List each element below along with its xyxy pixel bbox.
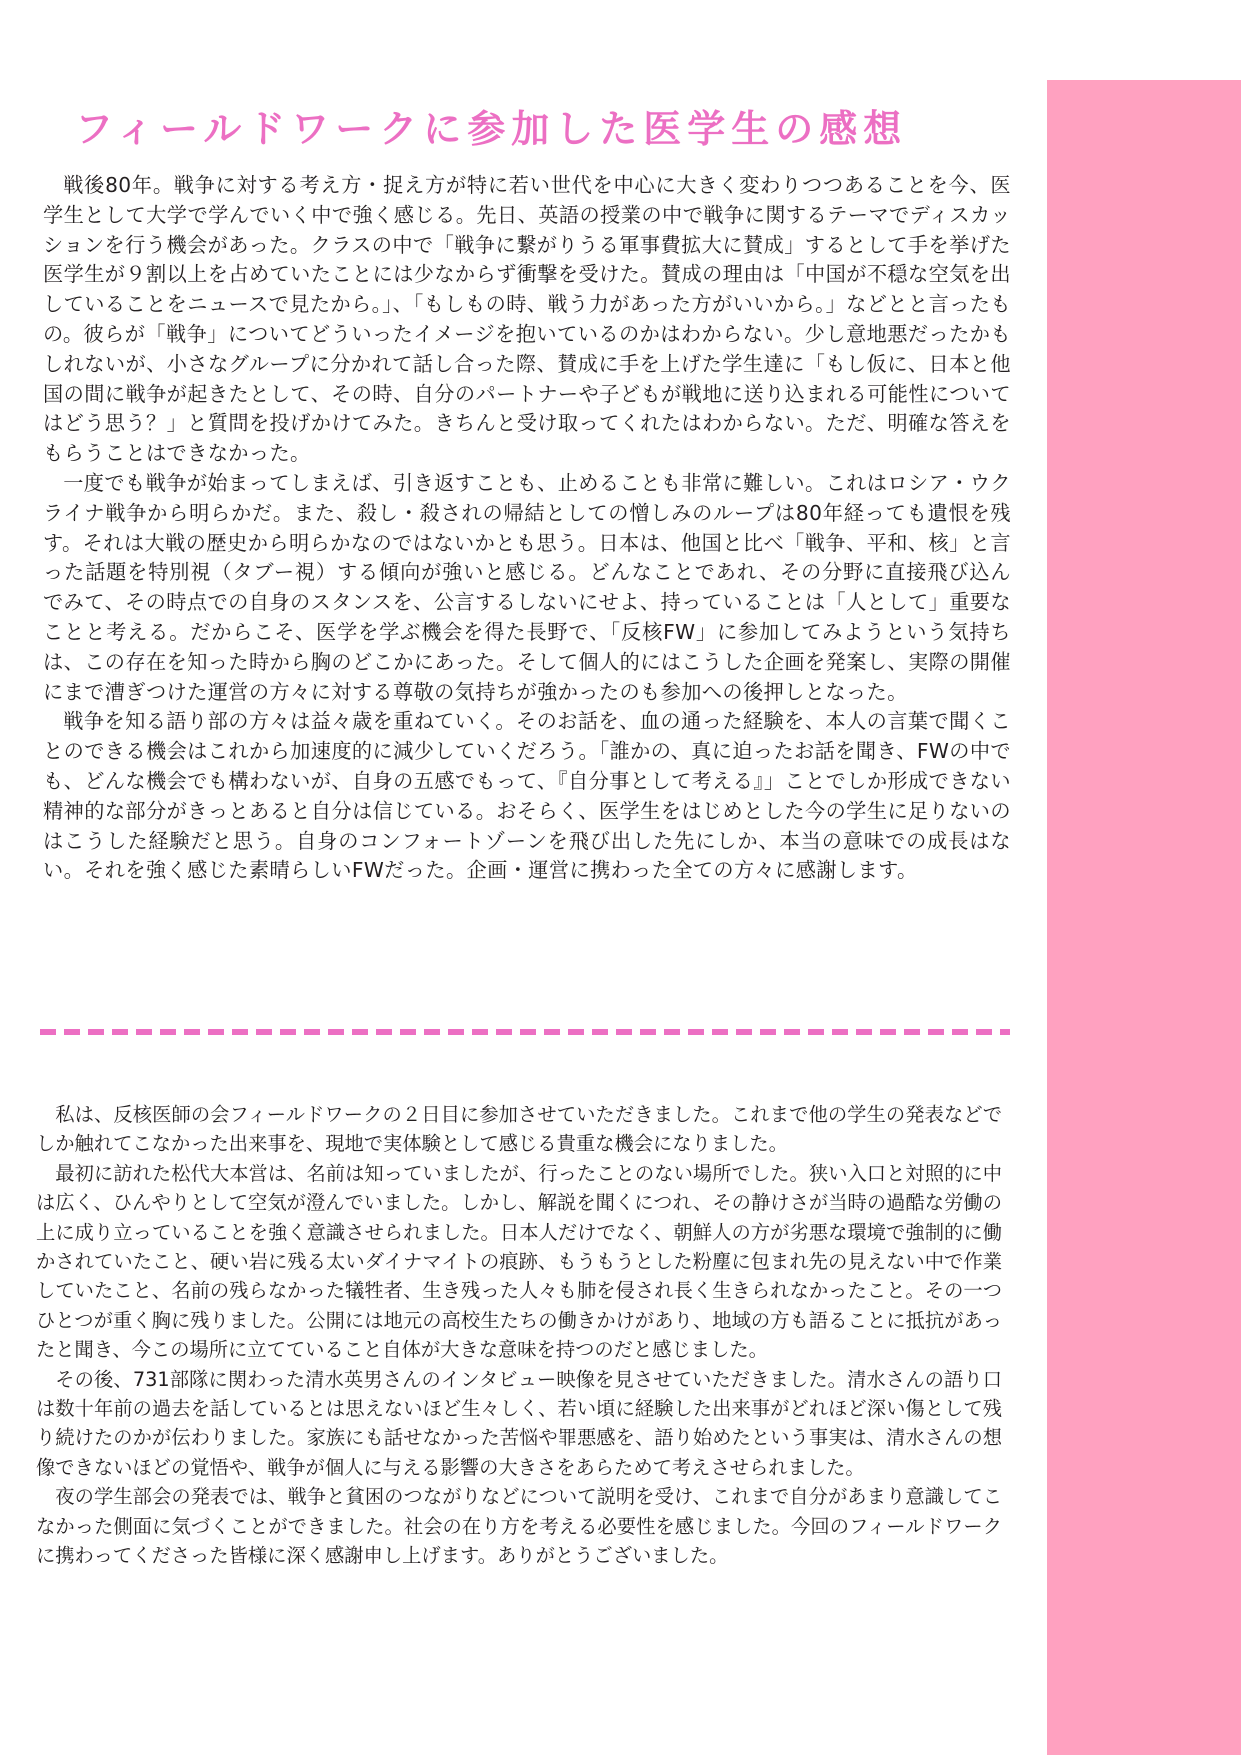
essay-second-paragraph-1: 私は、反核医師の会フィールドワークの２日目に参加させていただきました。これまで他の学生の発表などでしか触れてこなかった出来事を、現地で実体験として感じる貴重な機会になりました。 (36, 1103, 1002, 1156)
essay-second-paragraph-4: 夜の学生部会の発表では、戦争と貧困のつながりなどについて説明を受け、これまで自分があまり意識してこなかった側面に気づくことができました。社会の在り方を考える必要性を感じました。今回のフィールドワークに携わってくださった皆様に深く感謝申し上げます。ありがとうございました。 (36, 1485, 1002, 1568)
essay-second-paragraph-2: 最初に訪れた松代大本営は、名前は知っていましたが、行ったことのない場所でした。狭い入口と対照的に中は広く、ひんやりとして空気が澄んでいました。しかし、解説を聞くにつれ、その静けさが当時の過酷な労働の上に成り立っていることを強く意識させられました。日本人だけでなく、朝鮮人の方が劣悪な環境で強制的に働かされていたこと、硬い岩に残る太いダイナマイトの痕跡、もうもうとした粉塵に包まれ先の見えない中で作業していたこと、名前の残らなかった犠牲者、生き残った人々も肺を侵され長く生きられなかったこと。その一つひとつが重く胸に残りました。公開には地元の高校生たちの働きかけがあり、地域の方も語ることに抵抗があったと聞き、今この場所に立てていること自体が大きな意味を持つのだと感じました。 (36, 1161, 1002, 1362)
page-title: フィールドワークに参加した医学生の感想 (75, 107, 908, 151)
essay-second-paragraph-3: その後、731部隊に関わった清水英男さんのインタビュー映像を見させていただきました。清水さんの語り口は数十年前の過去を話しているとは思えないほど生々しく、若い頃に経験した出来事がどれほど深い傷として残り続けたのかが伝わりました。家族にも話せなかった苦悩や罪悪感を、語り始めたという事実は、清水さんの想像できないほどの覚悟や、戦争が個人に与える影響の大きさをあらためて考えさせられました。 (36, 1367, 1002, 1479)
dashed-divider (40, 1029, 1010, 1035)
essay-first-paragraph-2: 一度でも戦争が始まってしまえば、引き返すことも、止めることも非常に難しい。これはロシア・ウクライナ戦争から明らかだ。また、殺し・殺されの帰結としての憎しみのループは80年経っても遺恨を残す。それは大戦の歴史から明らかなのではないかとも思う。日本は、他国と比べ「戦争、平和、核」と言った話題を特別視（タブー視）する傾向が強いと感じる。どんなことであれ、その分野に直接飛び込んでみて、その時点での自身のスタンスを、公言するしないにせよ、持っていることは「人として」重要なことと考える。だからこそ、医学を学ぶ機会を得た長野で、「反核FW」に参加してみようという気持ちは、この存在を知った時から胸のどこかにあった。そして個人的にはこうした企画を発案し、実際の開催にまで漕ぎつけた運営の方々に対する尊敬の気持ちが強かったのも参加への後押しとなった。 (43, 470, 1011, 704)
essay-first (43, 171, 1011, 886)
essay-second (36, 1100, 1002, 1571)
essay-first-paragraph-3: 戦争を知る語り部の方々は益々歳を重ねていく。そのお話を、血の通った経験を、本人の言葉で聞くことのできる機会はこれから加速度的に減少していくだろう。「誰かの、真に迫ったお話を聞き、FWの中でも、どんな機会でも構わないが、自身の五感でもって、『自分事として考える』」ことでしか形成できない精神的な部分がきっとあると自分は信じている。おそらく、医学生をはじめとした今の学生に足りないのはこうした経験だと思う。自身のコンフォートゾーンを飛び出した先にしか、本当の意味での成長はない。それを強く感じた素晴らしいFWだった。企画・運営に携わった全ての方々に感謝します。 (43, 709, 1011, 883)
essay-first-paragraph-1: 戦後80年。戦争に対する考え方・捉え方が特に若い世代を中心に大きく変わりつつあることを今、医学生として大学で学んでいく中で強く感じる。先日、英語の授業の中で戦争に関するテーマでディスカッションを行う機会があった。クラスの中で「戦争に繋がりうる軍事費拡大に賛成」するとして手を挙げた医学生が９割以上を占めていたことには少なからず衝撃を受けた。賛成の理由は「中国が不穏な空気を出していることをニュースで見たから。」、「もしもの時、戦う力があった方がいいから。」などとと言ったもの。彼らが「戦争」についてどういったイメージを抱いているのかはわからない。少し意地悪だったかもしれないが、小さなグループに分かれて話し合った際、賛成に手を上げた学生達に「もし仮に、日本と他国の間に戦争が起きたとして、その時、自分のパートナーや子どもが戦地に送り込まれる可能性についてはどう思う？」と質問を投げかけてみた。きちんと受け取ってくれたはわからない。ただ、明確な答えをもらうことはできなかった。 (43, 173, 1011, 466)
decorative-side-band (1047, 80, 1241, 1755)
